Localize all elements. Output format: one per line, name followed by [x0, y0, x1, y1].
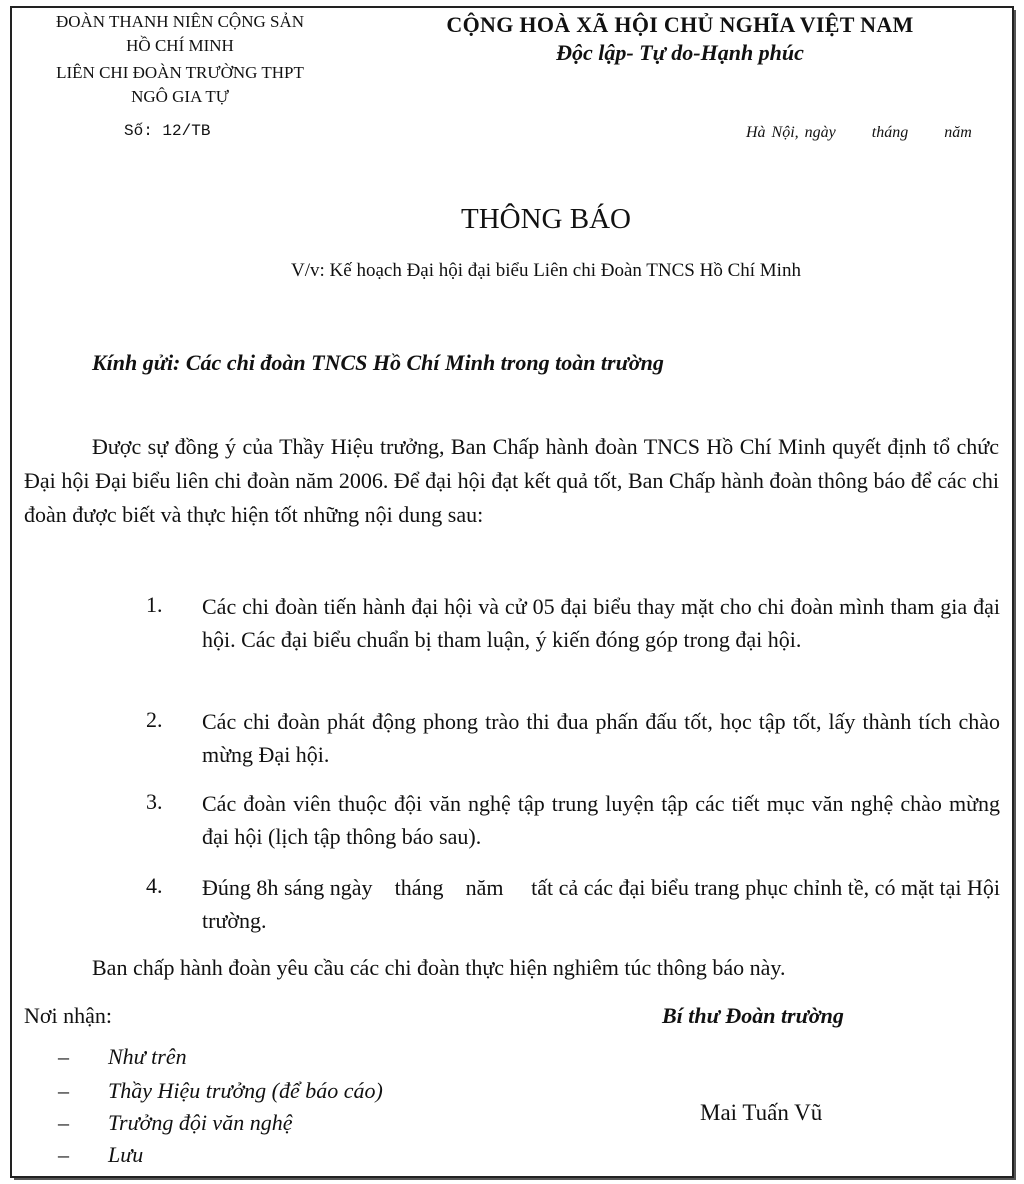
list-item: Đúng 8h sáng ngày tháng năm tất cả các đại biểu trang phục chỉnh tề, có mặt tại Hội trường.	[202, 875, 1006, 933]
motto: Độc lập- Tự do-Hạnh phúc	[556, 40, 804, 65]
recipient-item: Trưởng đội văn nghệ	[108, 1110, 293, 1135]
item-number: 4.	[146, 873, 163, 898]
dash-bullet: –	[58, 1078, 69, 1103]
item-number: 2.	[146, 707, 163, 732]
dash-bullet: –	[58, 1044, 69, 1069]
signer-title: Bí thư Đoàn trường	[662, 1003, 844, 1028]
doc-title: THÔNG BÁO	[461, 203, 631, 235]
intro-paragraph: Được sự đồng ý của Thầy Hiệu trưởng, Ban Chấp hành đoàn TNCS Hồ Chí Minh quyết định tổ chức Đại hội Đại biểu liên chi đoàn năm 2006. Để đại hội đạt kết quả tốt, Ban Chấp hành đoàn thông báo để các chi đoàn được biết và thực hiện tốt những nội dung sau:	[24, 434, 999, 527]
list-item: Các đoàn viên thuộc đội văn nghệ tập trung luyện tập các tiết mục văn nghệ chào mừng đại hội (lịch tập thông báo sau).	[202, 791, 1000, 849]
closing-sentence: Ban chấp hành đoàn yêu cầu các chi đoàn thực hiện nghiêm túc thông báo này.	[92, 955, 786, 980]
greeting: Kính gửi: Các chi đoàn TNCS Hồ Chí Minh trong toàn trường	[92, 350, 664, 375]
dash-bullet: –	[58, 1142, 69, 1167]
item-number: 3.	[146, 789, 163, 814]
org-line-3: LIÊN CHI ĐOÀN TRƯỜNG THPT	[56, 63, 304, 82]
list-item: Các chi đoàn tiến hành đại hội và cử 05 đại biểu thay mặt cho chi đoàn mình tham gia đại hội. Các đại biểu chuẩn bị tham luận, ý kiến đóng góp trong đại hội.	[202, 594, 1000, 652]
doc-number: Số: 12/TB	[124, 122, 211, 140]
recipients-label: Nơi nhận:	[24, 1003, 113, 1028]
doc-subject: V/v: Kế hoạch Đại hội đại biểu Liên chi Đoàn TNCS Hồ Chí Minh	[291, 260, 801, 281]
place-date: Hà Nội, ngày tháng năm	[746, 124, 972, 141]
org-line-1: ĐOÀN THANH NIÊN CỘNG SẢN	[55, 12, 305, 31]
list-item: Các chi đoàn phát động phong trào thi đua phấn đấu tốt, học tập tốt, lấy thành tích chào mừng Đại hội.	[202, 709, 1000, 767]
org-line-2: HỒ CHÍ MINH	[126, 36, 234, 55]
recipient-item: Thầy Hiệu trưởng (để báo cáo)	[108, 1078, 383, 1103]
signer-name: Mai Tuấn Vũ	[700, 1100, 823, 1125]
recipient-item: Lưu	[108, 1142, 144, 1167]
dash-bullet: –	[58, 1110, 69, 1135]
nation-title: CỘNG HOÀ XÃ HỘI CHỦ NGHĨA VIỆT NAM	[446, 12, 914, 37]
item-number: 1.	[146, 592, 163, 617]
recipient-item: Như trên	[108, 1044, 187, 1069]
org-line-4: NGÔ GIA TỰ	[131, 87, 229, 106]
